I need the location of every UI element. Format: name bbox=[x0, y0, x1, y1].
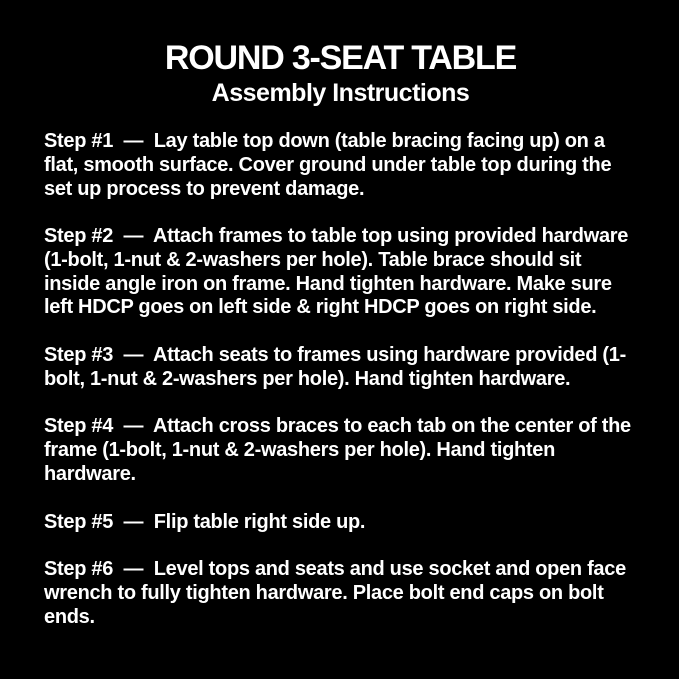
step-3-paragraph: Step #3 — Attach seats to frames using hardware provided (1-bolt, 1-nut & 2-washers per hole). Hand tighten hardware. bbox=[44, 344, 626, 390]
step-4-paragraph: Step #4 — Attach cross braces to each tab on the center of the frame (1-bolt, 1-nut & 2-washers per hole). Hand tighten hardware. bbox=[44, 415, 637, 485]
step-6-paragraph: Step #6 — Level tops and seats and use socket and open face wrench to fully tighten hardware. Place bolt end caps on bolt ends. bbox=[44, 558, 632, 628]
step-5-paragraph: Step #5 — Flip table right side up. bbox=[44, 510, 366, 533]
page-subtitle: Assembly Instructions bbox=[211, 79, 470, 108]
steps-list bbox=[44, 130, 637, 629]
step-2-paragraph: Step #2 — Attach frames to table top using provided hardware (1-bolt, 1-nut & 2-washers per hole). Table brace should sit inside angle iron on frame. Hand tighten hardware. Make sure left HDCP goes on left side & right HDCP goes on right side. bbox=[44, 225, 634, 319]
page-title: ROUND 3-SEAT TABLE bbox=[164, 39, 517, 77]
step-1-paragraph: Step #1 — Lay table top down (table bracing facing up) on a flat, smooth surface. Cover ground under table top during the set up process to prevent damage. bbox=[44, 130, 617, 200]
sheet-header bbox=[44, 40, 637, 108]
